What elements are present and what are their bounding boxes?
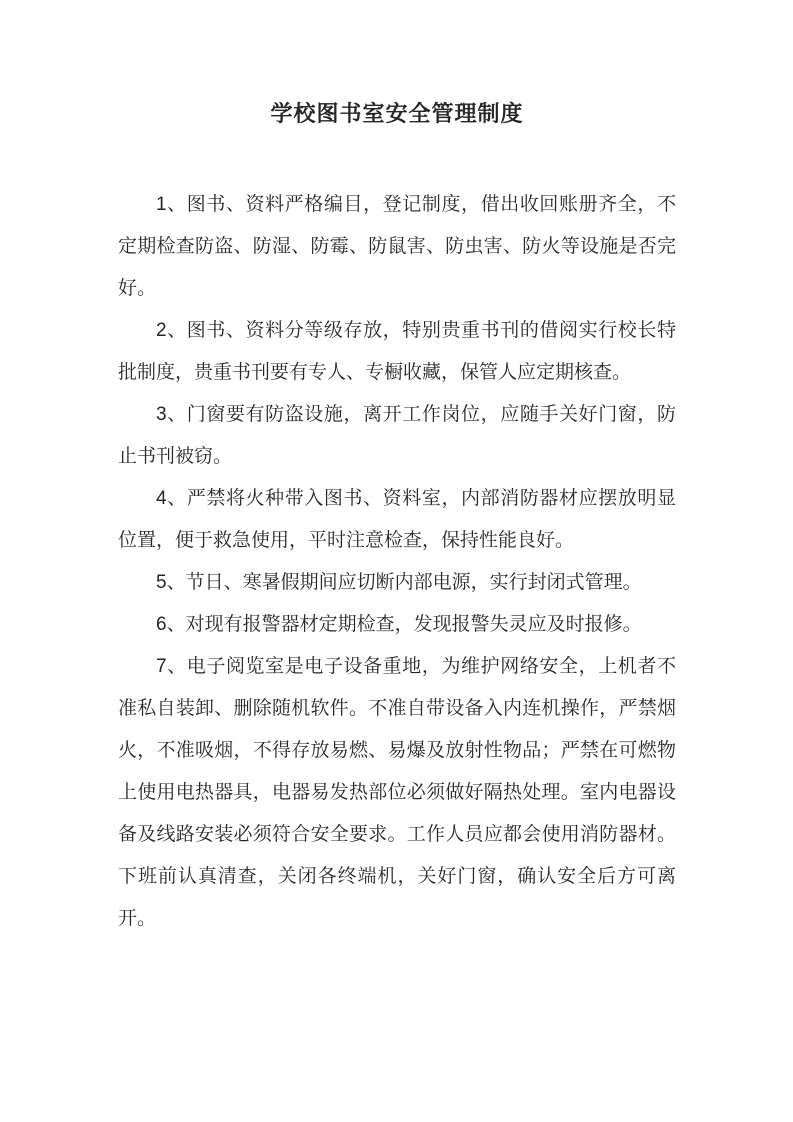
paragraph-5: 5、节日、寒暑假期间应切断内部电源，实行封闭式管理。 xyxy=(156,572,642,593)
paragraph-7: 7、电子阅览室是电子设备重地，为维护网络安全，上机者不准私自装卸、删除随机软件。不准自带设备入内连机操作，严禁烟火，不准吸烟，不得存放易燃、易爆及放射性物品；严禁在可燃物上使用电热器具，电器易发热部位必须做好隔热处理。室内电器设备及线路安装必须符合安全要求。工作人员应都会使用消防器材。下班前认真清查，关闭各终端机，关好门窗，确认安全后方可离开。 xyxy=(118,656,676,929)
document-title: 学校图书室安全管理制度 xyxy=(270,101,524,126)
document-body xyxy=(118,184,676,940)
paragraph-3: 3、门窗要有防盗设施，离开工作岗位，应随手关好门窗，防止书刊被窃。 xyxy=(118,404,676,467)
paragraph-1: 1、图书、资料严格编目，登记制度，借出收回账册齐全，不定期检查防盗、防湿、防霉、防鼠害、防虫害、防火等设施是否完好。 xyxy=(118,194,676,299)
paragraph-6: 6、对现有报警器材定期检查，发现报警失灵应及时报修。 xyxy=(156,614,642,635)
paragraph-2: 2、图书、资料分等级存放，特别贵重书刊的借阅实行校长特批制度，贵重书刊要有专人、专橱收藏，保管人应定期核查。 xyxy=(118,320,676,383)
paragraph-4: 4、严禁将火种带入图书、资料室，内部消防器材应摆放明显位置，便于救急使用，平时注意检查，保持性能良好。 xyxy=(118,488,676,551)
